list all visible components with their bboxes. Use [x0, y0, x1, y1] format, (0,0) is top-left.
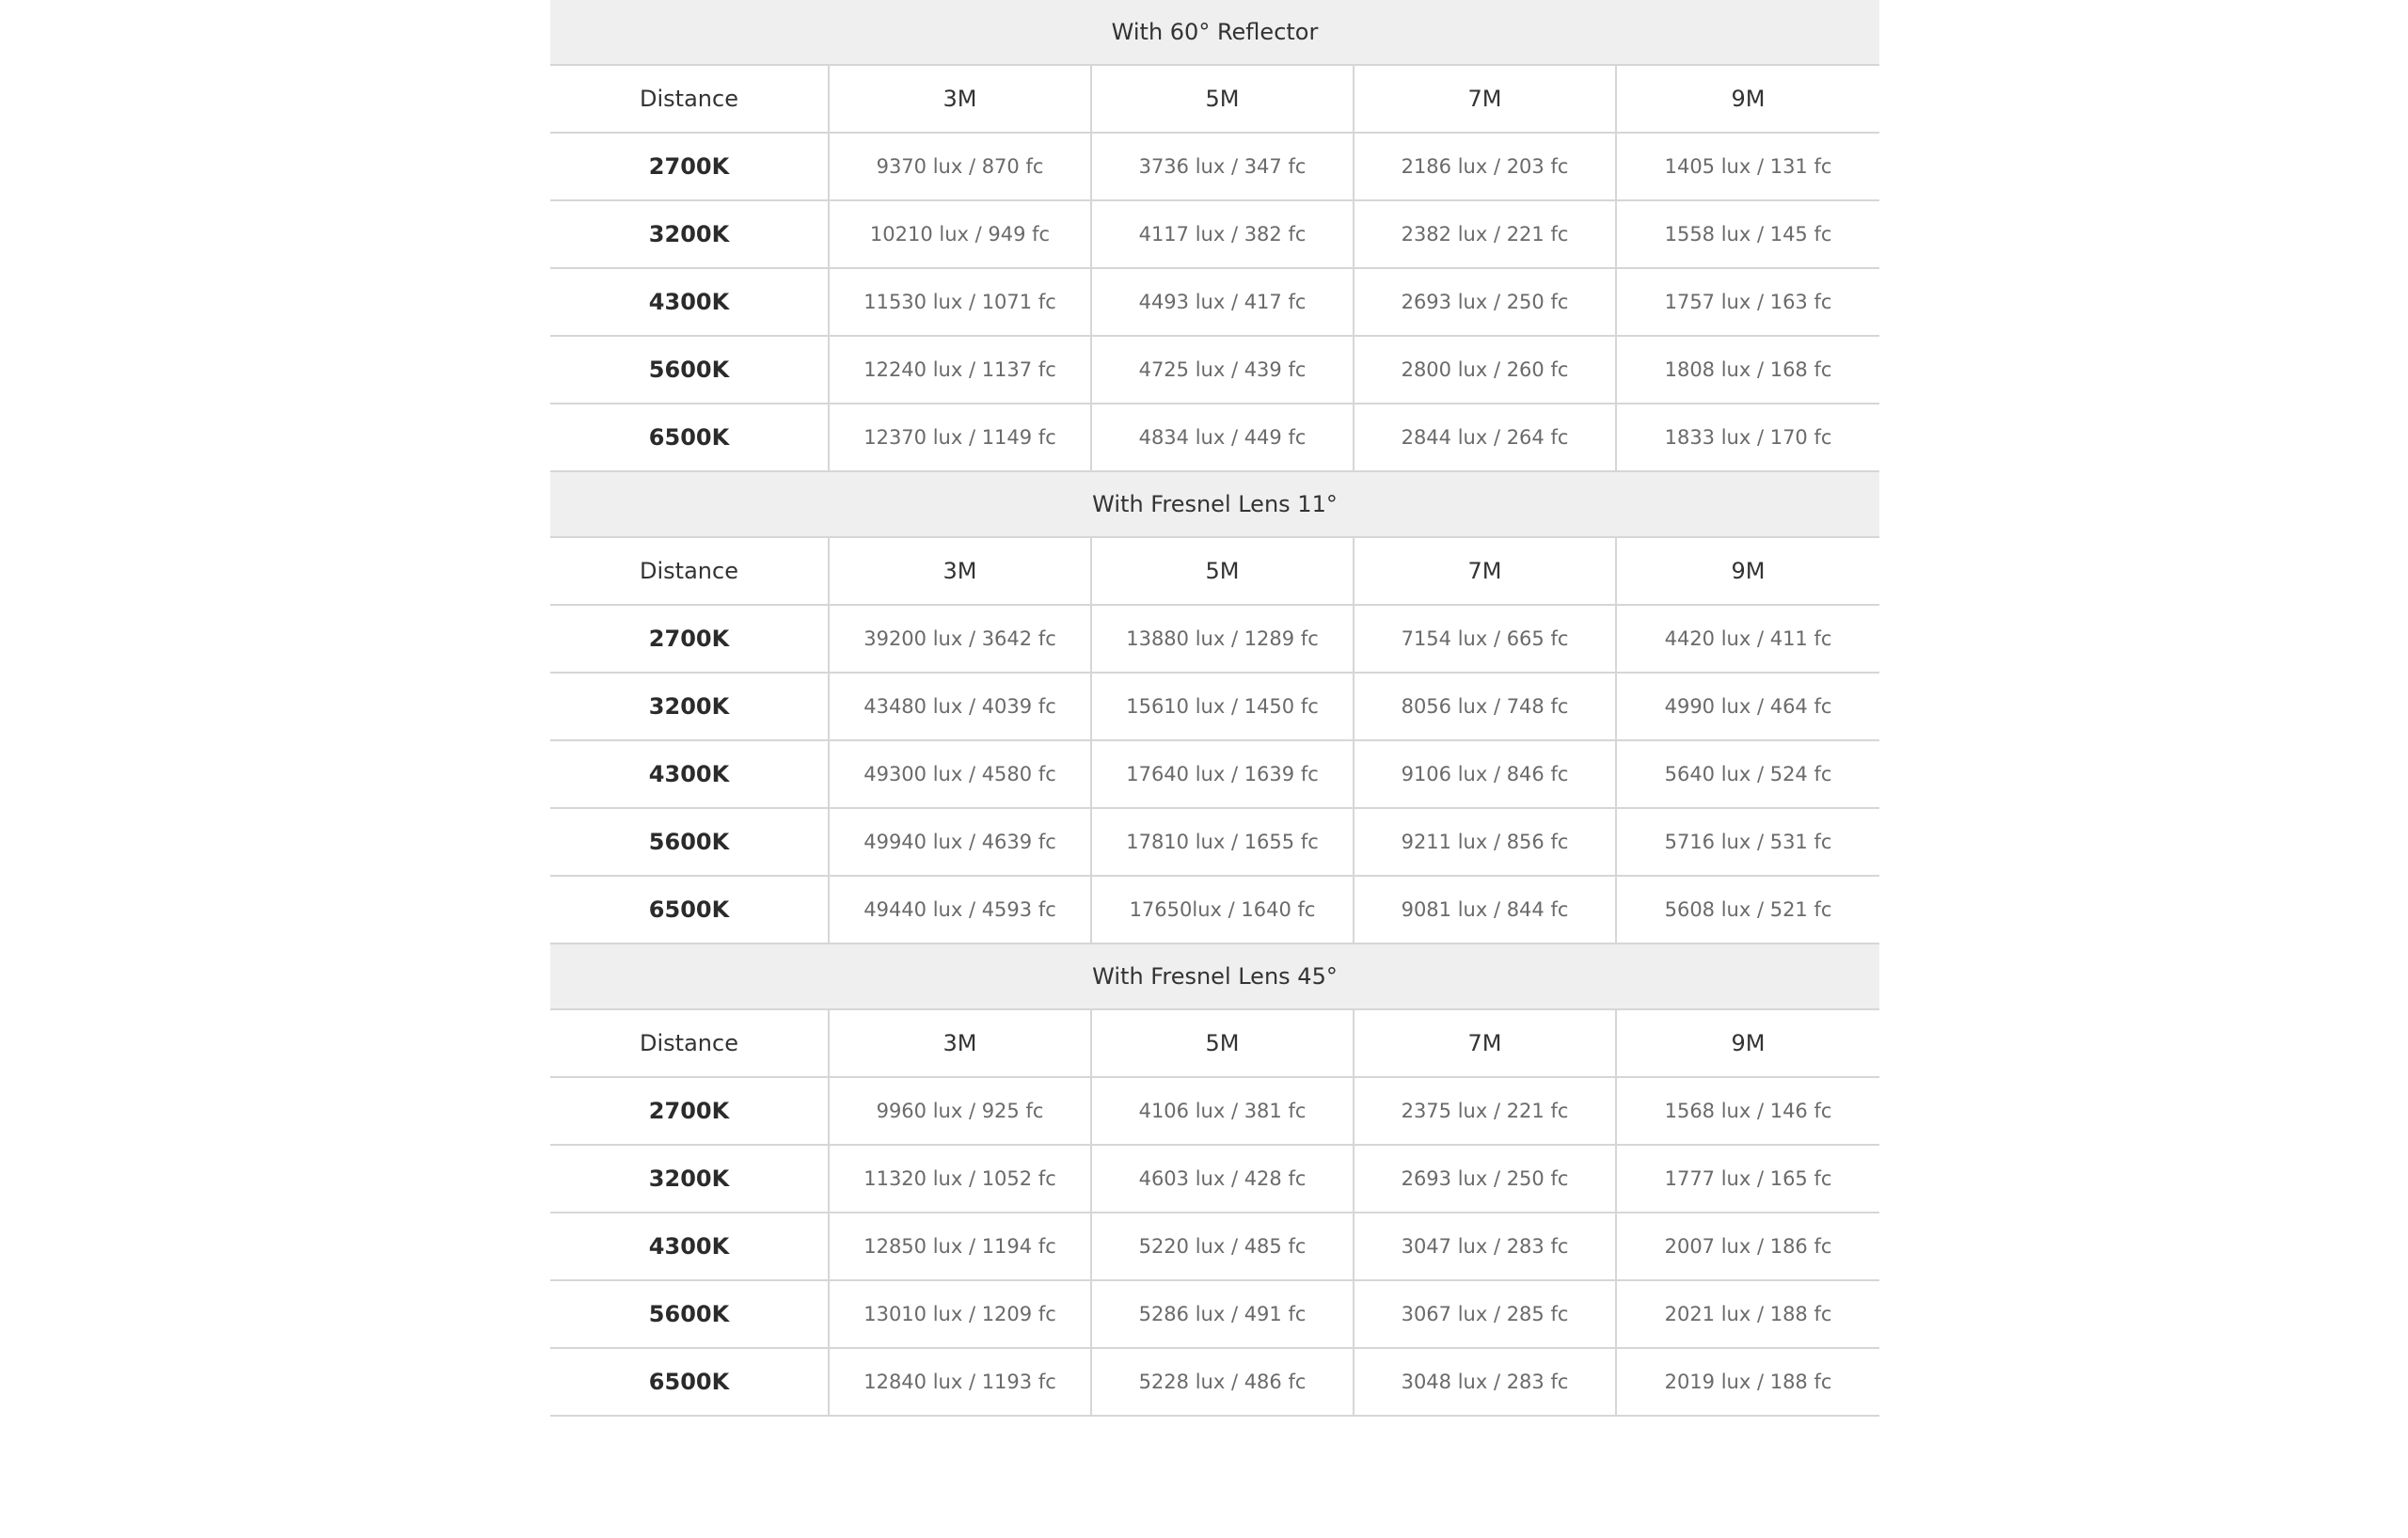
- illuminance-cell: 17810 lux / 1655 fc: [1091, 808, 1354, 876]
- table-row: [550, 673, 1879, 740]
- distance-label: Distance: [550, 537, 829, 605]
- table-body: [550, 0, 1879, 1416]
- illuminance-cell: 3067 lux / 285 fc: [1354, 1280, 1616, 1348]
- illuminance-cell: 2019 lux / 188 fc: [1616, 1348, 1879, 1416]
- illuminance-cell: 4725 lux / 439 fc: [1091, 336, 1354, 404]
- illuminance-cell: 3047 lux / 283 fc: [1354, 1213, 1616, 1280]
- section-title-row: [550, 471, 1879, 537]
- illuminance-cell: 5220 lux / 485 fc: [1091, 1213, 1354, 1280]
- distance-column-header: 9M: [1616, 1009, 1879, 1077]
- illuminance-cell: 7154 lux / 665 fc: [1354, 605, 1616, 673]
- illuminance-cell: 1757 lux / 163 fc: [1616, 268, 1879, 336]
- illuminance-cell: 11320 lux / 1052 fc: [829, 1145, 1091, 1213]
- illuminance-cell: 4117 lux / 382 fc: [1091, 200, 1354, 268]
- distance-label: Distance: [550, 1009, 829, 1077]
- distance-header-row: [550, 537, 1879, 605]
- illuminance-cell: 10210 lux / 949 fc: [829, 200, 1091, 268]
- table-row: [550, 740, 1879, 808]
- table-row: [550, 404, 1879, 471]
- distance-label: Distance: [550, 65, 829, 133]
- illuminance-cell: 3736 lux / 347 fc: [1091, 133, 1354, 200]
- illuminance-cell: 1558 lux / 145 fc: [1616, 200, 1879, 268]
- illuminance-cell: 49300 lux / 4580 fc: [829, 740, 1091, 808]
- table-row: [550, 605, 1879, 673]
- color-temperature-cell: 2700K: [550, 1077, 829, 1145]
- illuminance-cell: 2186 lux / 203 fc: [1354, 133, 1616, 200]
- illuminance-cell: 8056 lux / 748 fc: [1354, 673, 1616, 740]
- illuminance-cell: 2693 lux / 250 fc: [1354, 268, 1616, 336]
- distance-column-header: 5M: [1091, 1009, 1354, 1077]
- illuminance-cell: 2375 lux / 221 fc: [1354, 1077, 1616, 1145]
- color-temperature-cell: 3200K: [550, 200, 829, 268]
- illuminance-cell: 3048 lux / 283 fc: [1354, 1348, 1616, 1416]
- illuminance-cell: 12370 lux / 1149 fc: [829, 404, 1091, 471]
- distance-header-row: [550, 65, 1879, 133]
- distance-column-header: 3M: [829, 537, 1091, 605]
- table-row: [550, 1077, 1879, 1145]
- illuminance-cell: 4493 lux / 417 fc: [1091, 268, 1354, 336]
- illuminance-cell: 1777 lux / 165 fc: [1616, 1145, 1879, 1213]
- illuminance-cell: 4603 lux / 428 fc: [1091, 1145, 1354, 1213]
- distance-column-header: 9M: [1616, 537, 1879, 605]
- illuminance-cell: 39200 lux / 3642 fc: [829, 605, 1091, 673]
- table-row: [550, 876, 1879, 943]
- illuminance-cell: 2693 lux / 250 fc: [1354, 1145, 1616, 1213]
- illuminance-cell: 5286 lux / 491 fc: [1091, 1280, 1354, 1348]
- illuminance-cell: 5228 lux / 486 fc: [1091, 1348, 1354, 1416]
- illuminance-cell: 5716 lux / 531 fc: [1616, 808, 1879, 876]
- color-temperature-cell: 2700K: [550, 133, 829, 200]
- illuminance-cell: 17650lux / 1640 fc: [1091, 876, 1354, 943]
- illuminance-cell: 15610 lux / 1450 fc: [1091, 673, 1354, 740]
- table-row: [550, 336, 1879, 404]
- color-temperature-cell: 6500K: [550, 404, 829, 471]
- illuminance-cell: 2800 lux / 260 fc: [1354, 336, 1616, 404]
- table-row: [550, 133, 1879, 200]
- table-row: [550, 1213, 1879, 1280]
- illuminance-cell: 2844 lux / 264 fc: [1354, 404, 1616, 471]
- color-temperature-cell: 5600K: [550, 808, 829, 876]
- color-temperature-cell: 5600K: [550, 336, 829, 404]
- color-temperature-cell: 4300K: [550, 1213, 829, 1280]
- distance-column-header: 3M: [829, 1009, 1091, 1077]
- color-temperature-cell: 2700K: [550, 605, 829, 673]
- section-title-row: [550, 0, 1879, 65]
- table-row: [550, 1348, 1879, 1416]
- illuminance-cell: 1405 lux / 131 fc: [1616, 133, 1879, 200]
- illuminance-cell: 49940 lux / 4639 fc: [829, 808, 1091, 876]
- illuminance-cell: 9211 lux / 856 fc: [1354, 808, 1616, 876]
- illuminance-cell: 43480 lux / 4039 fc: [829, 673, 1091, 740]
- table-row: [550, 1145, 1879, 1213]
- color-temperature-cell: 6500K: [550, 876, 829, 943]
- illuminance-cell: 1808 lux / 168 fc: [1616, 336, 1879, 404]
- color-temperature-cell: 4300K: [550, 268, 829, 336]
- illuminance-cell: 12850 lux / 1194 fc: [829, 1213, 1091, 1280]
- color-temperature-cell: 6500K: [550, 1348, 829, 1416]
- table-row: [550, 1280, 1879, 1348]
- illuminance-cell: 17640 lux / 1639 fc: [1091, 740, 1354, 808]
- section-title-row: [550, 943, 1879, 1009]
- illuminance-cell: 9106 lux / 846 fc: [1354, 740, 1616, 808]
- distance-column-header: 7M: [1354, 65, 1616, 133]
- illuminance-cell: 2007 lux / 186 fc: [1616, 1213, 1879, 1280]
- illuminance-cell: 12840 lux / 1193 fc: [829, 1348, 1091, 1416]
- illuminance-cell: 4990 lux / 464 fc: [1616, 673, 1879, 740]
- section-title: With Fresnel Lens 45°: [550, 943, 1879, 1009]
- illuminance-cell: 4106 lux / 381 fc: [1091, 1077, 1354, 1145]
- illuminance-cell: 1833 lux / 170 fc: [1616, 404, 1879, 471]
- distance-header-row: [550, 1009, 1879, 1077]
- distance-column-header: 5M: [1091, 537, 1354, 605]
- illuminance-cell: 13880 lux / 1289 fc: [1091, 605, 1354, 673]
- color-temperature-cell: 3200K: [550, 1145, 829, 1213]
- distance-column-header: 7M: [1354, 1009, 1616, 1077]
- distance-column-header: 5M: [1091, 65, 1354, 133]
- illuminance-cell: 5608 lux / 521 fc: [1616, 876, 1879, 943]
- section-title: With 60° Reflector: [550, 0, 1879, 65]
- illuminance-cell: 9960 lux / 925 fc: [829, 1077, 1091, 1145]
- illuminance-cell: 49440 lux / 4593 fc: [829, 876, 1091, 943]
- photometric-table: [550, 0, 1879, 1417]
- distance-column-header: 7M: [1354, 537, 1616, 605]
- illuminance-cell: 9370 lux / 870 fc: [829, 133, 1091, 200]
- table-row: [550, 200, 1879, 268]
- illuminance-cell: 5640 lux / 524 fc: [1616, 740, 1879, 808]
- illuminance-cell: 12240 lux / 1137 fc: [829, 336, 1091, 404]
- illuminance-cell: 4420 lux / 411 fc: [1616, 605, 1879, 673]
- distance-column-header: 9M: [1616, 65, 1879, 133]
- color-temperature-cell: 4300K: [550, 740, 829, 808]
- illuminance-cell: 9081 lux / 844 fc: [1354, 876, 1616, 943]
- illuminance-cell: 1568 lux / 146 fc: [1616, 1077, 1879, 1145]
- illuminance-cell: 4834 lux / 449 fc: [1091, 404, 1354, 471]
- distance-column-header: 3M: [829, 65, 1091, 133]
- color-temperature-cell: 5600K: [550, 1280, 829, 1348]
- section-title: With Fresnel Lens 11°: [550, 471, 1879, 537]
- table-row: [550, 268, 1879, 336]
- table-row: [550, 808, 1879, 876]
- illuminance-cell: 13010 lux / 1209 fc: [829, 1280, 1091, 1348]
- illuminance-cell: 2382 lux / 221 fc: [1354, 200, 1616, 268]
- illuminance-cell: 2021 lux / 188 fc: [1616, 1280, 1879, 1348]
- color-temperature-cell: 3200K: [550, 673, 829, 740]
- illuminance-cell: 11530 lux / 1071 fc: [829, 268, 1091, 336]
